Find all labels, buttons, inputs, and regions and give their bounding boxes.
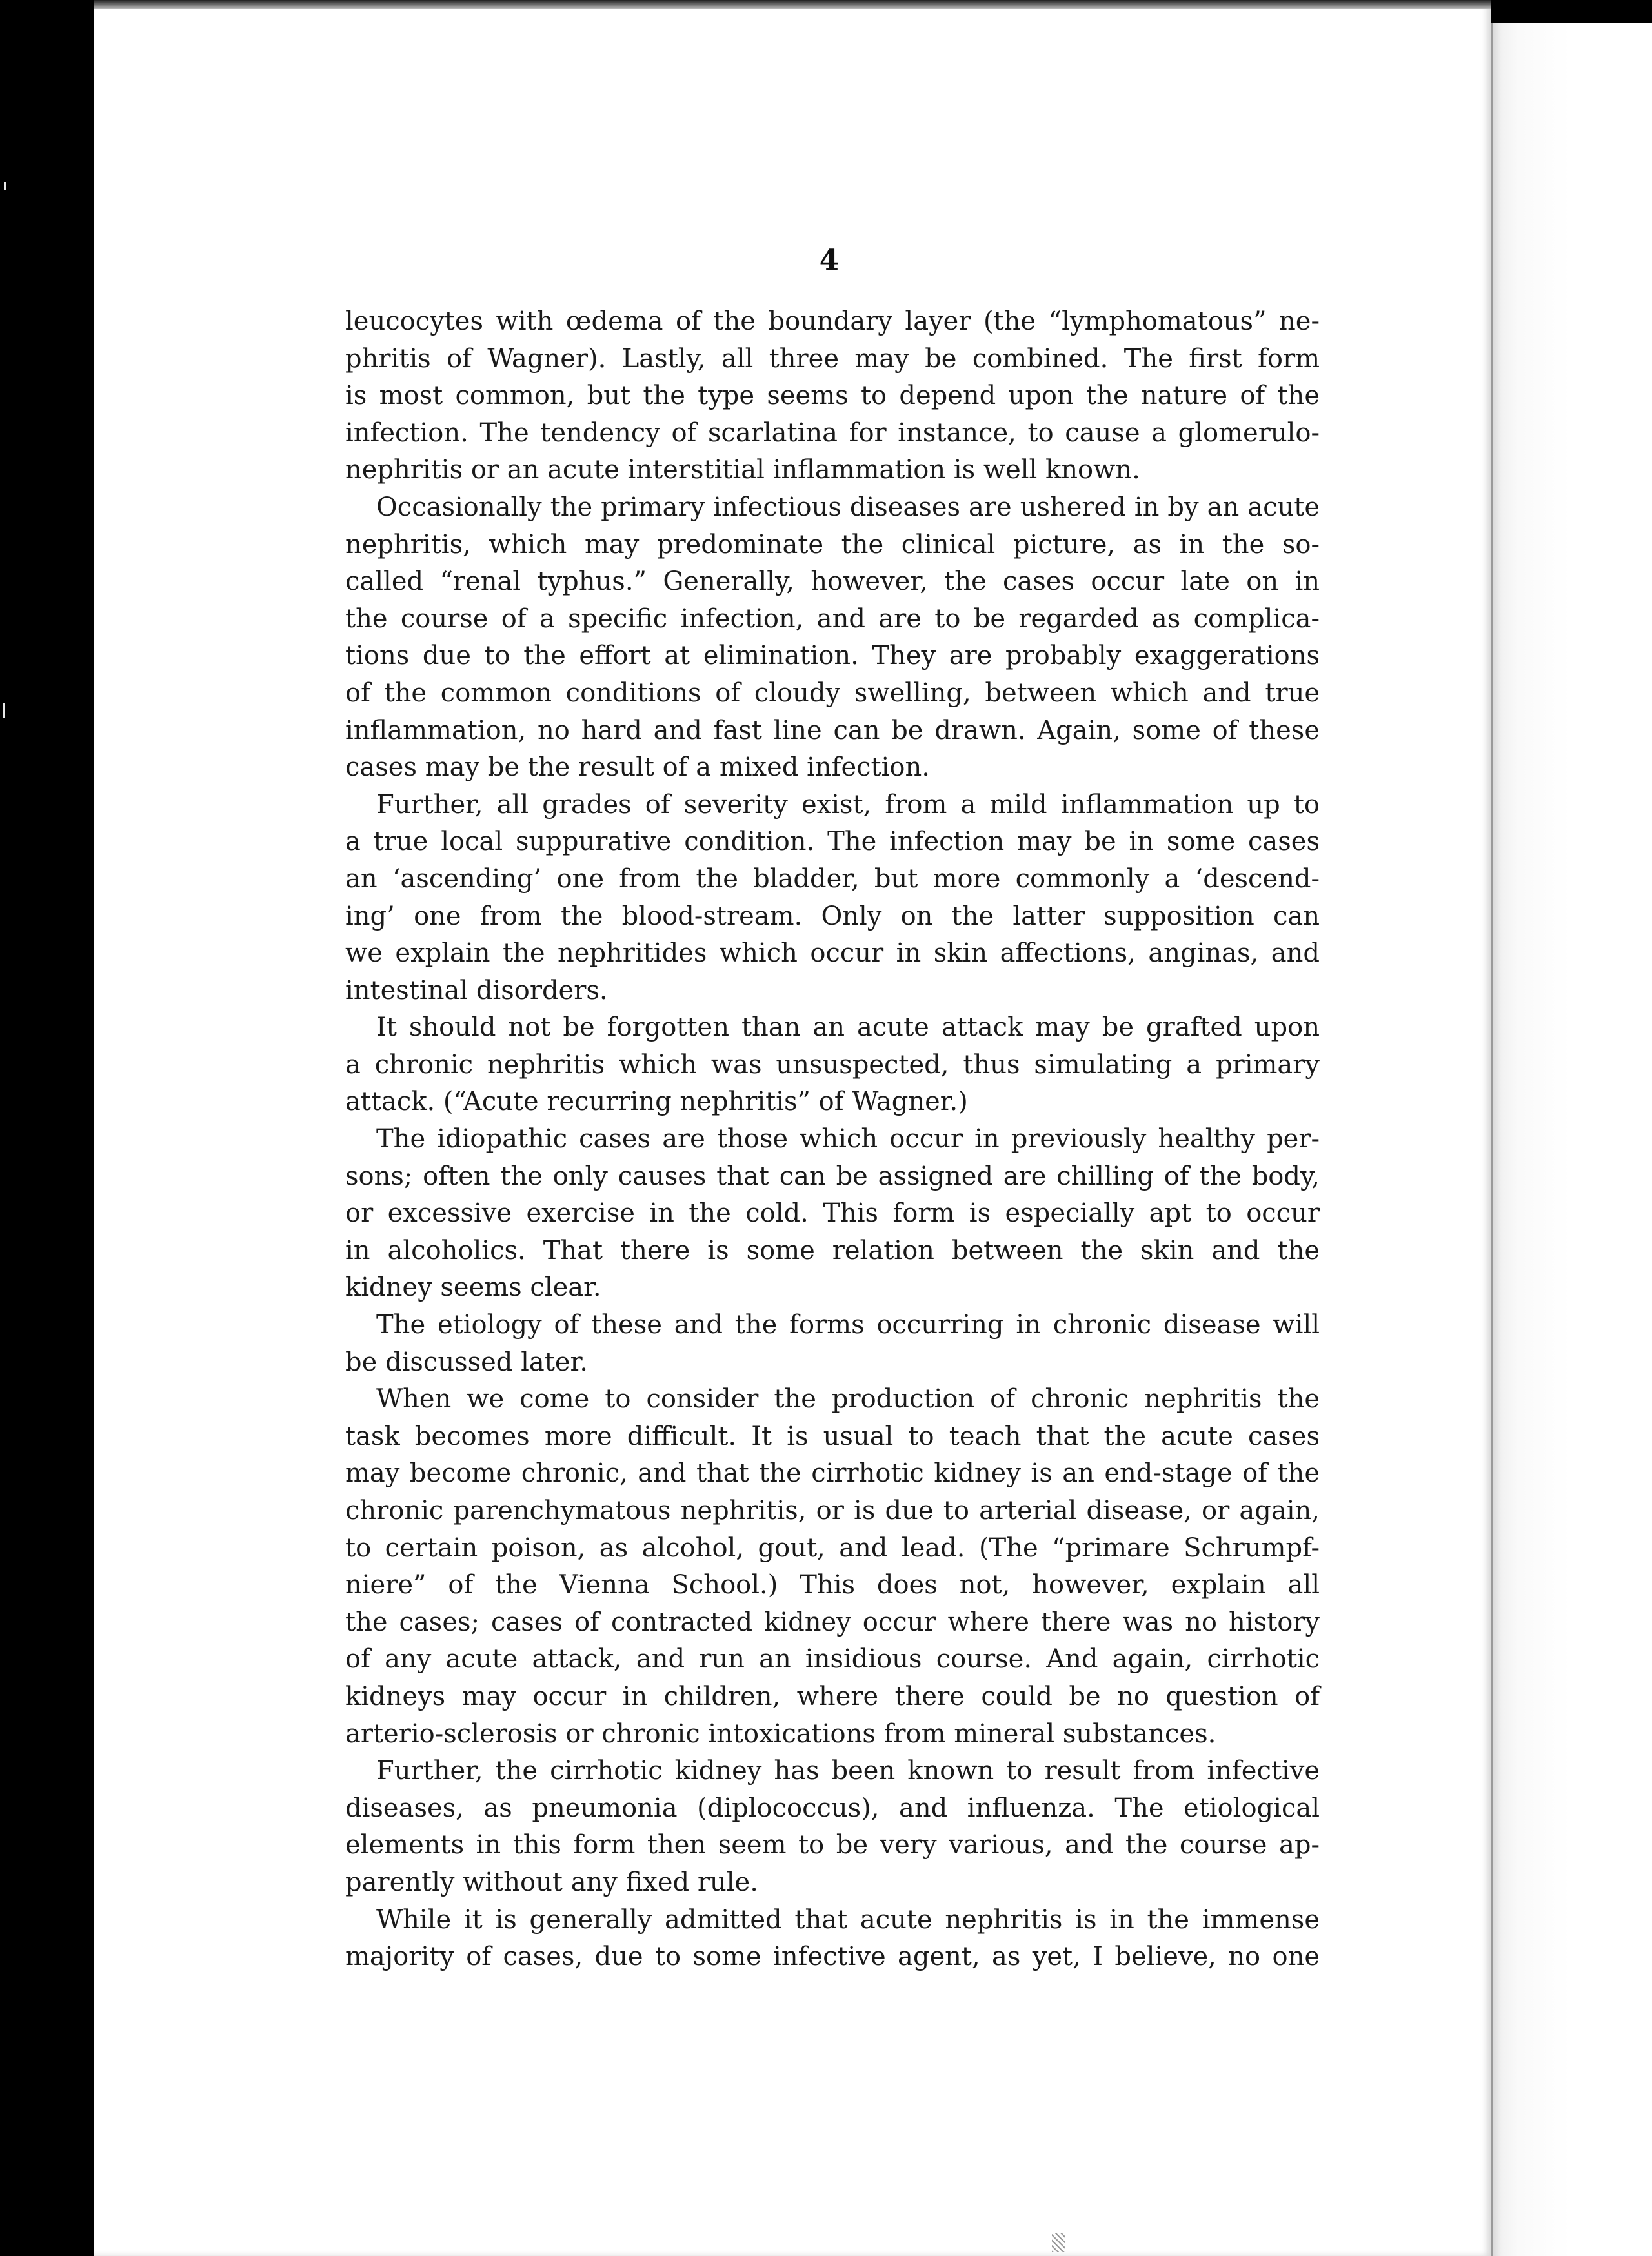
text-line: to certain poison, as alcohol, gout, and lead. (The “primare Schrumpf- xyxy=(345,1533,1320,1563)
margin-artifact xyxy=(3,703,5,718)
text-line: task becomes more difficult. It is usual to teach that the acute cases xyxy=(345,1421,1320,1451)
text-line: an ‘ascending’ one from the bladder, but more commonly a ‘descend- xyxy=(345,863,1320,894)
text-line: cases may be the result of a mixed infection. xyxy=(345,752,930,783)
text-line: be discussed later. xyxy=(345,1347,588,1377)
text-line: Further, the cirrhotic kidney has been known to result from infective xyxy=(376,1756,1320,1786)
text-line: inflammation, no hard and fast line can be drawn. Again, some of these xyxy=(345,715,1320,745)
text-line: parently without any fixed rule. xyxy=(345,1867,758,1897)
text-line: may become chronic, and that the cirrhotic kidney is an end-stage of the xyxy=(345,1458,1320,1489)
text-line: intestinal disorders. xyxy=(345,975,608,1005)
text-line: called “renal typhus.” Generally, however, the cases occur late on in xyxy=(345,567,1320,597)
text-line: arterio-sclerosis or chronic intoxications from mineral substances. xyxy=(345,1718,1216,1749)
text-line: leucocytes with œdema of the boundary layer (the “lymphomatous” ne- xyxy=(345,307,1320,336)
text-line: in alcoholics. That there is some relation between the skin and the xyxy=(345,1235,1320,1265)
text-line: nephritis, which may predominate the clinical picture, as in the so- xyxy=(345,529,1320,559)
text-line: a chronic nephritis which was unsuspected, thus simulating a primary xyxy=(345,1049,1320,1080)
body-text xyxy=(345,303,1320,1976)
text-line: When we come to consider the production of chronic nephritis the xyxy=(376,1384,1320,1415)
text-line: majority of cases, due to some infective agent, as yet, I believe, no one xyxy=(345,1942,1320,1972)
text-line: of the common conditions of cloudy swelling, between which and true xyxy=(345,678,1320,708)
text-line: Further, all grades of severity exist, from a mild inflammation up to xyxy=(376,789,1320,820)
text-line: of any acute attack, and run an insidious course. And again, cirrhotic xyxy=(345,1644,1320,1675)
text-line: elements in this form then seem to be very various, and the course ap- xyxy=(345,1830,1320,1860)
text-line: While it is generally admitted that acute nephritis is in the immense xyxy=(376,1904,1320,1935)
text-line: The etiology of these and the forms occurring in chronic disease will xyxy=(376,1310,1320,1340)
text-line: ing’ one from the blood-stream. Only on the latter supposition can xyxy=(345,901,1320,931)
text-line: nephritis or an acute interstitial inflammation is well known. xyxy=(345,455,1140,485)
text-line: we explain the nephritides which occur in skin affections, anginas, and xyxy=(345,938,1320,969)
text-line: attack. (“Acute recurring nephritis” of Wagner.) xyxy=(345,1087,968,1117)
text-line: a true local suppurative condition. The infection may be in some cases xyxy=(345,827,1320,857)
text-line: the cases; cases of contracted kidney occur where there was no history xyxy=(345,1607,1320,1637)
adjacent-page-edge xyxy=(1491,23,1652,2256)
text-line: Occasionally the primary infectious diseases are ushered in by an acute xyxy=(376,492,1320,522)
text-line: is most common, but the type seems to depend upon the nature of the xyxy=(345,381,1320,411)
text-line: niere” of the Vienna School.) This does not, however, explain all xyxy=(345,1570,1320,1600)
text-line: phritis of Wagner). Lastly, all three may be combined. The first form xyxy=(345,343,1320,374)
page-top-edge xyxy=(94,0,1491,9)
margin-artifact xyxy=(4,182,6,190)
scan-speckle xyxy=(1052,2233,1065,2252)
text-line: tions due to the effort at elimination. They are probably exaggerations xyxy=(345,641,1320,671)
text-line: chronic parenchymatous nephritis, or is due to arterial disease, or again, xyxy=(345,1496,1320,1526)
text-line: kidney seems clear. xyxy=(345,1273,601,1303)
text-line: diseases, as pneumonia (diplococcus), and influenza. The etiological xyxy=(345,1793,1320,1823)
text-line: or excessive exercise in the cold. This form is especially apt to occur xyxy=(345,1198,1320,1229)
text-line: the course of a specific infection, and are to be regarded as complica- xyxy=(345,603,1320,634)
text-line: kidneys may occur in children, where there could be no question of xyxy=(345,1681,1320,1711)
text-line: The idiopathic cases are those which occur in previously healthy per- xyxy=(376,1124,1320,1154)
text-line: sons; often the only causes that can be assigned are chilling of the body, xyxy=(345,1161,1320,1191)
text-line: infection. The tendency of scarlatina for instance, to cause a glomerulo- xyxy=(345,418,1320,448)
page-number: 4 xyxy=(819,244,840,277)
text-line: It should not be forgotten than an acute attack may be grafted upon xyxy=(376,1012,1320,1043)
